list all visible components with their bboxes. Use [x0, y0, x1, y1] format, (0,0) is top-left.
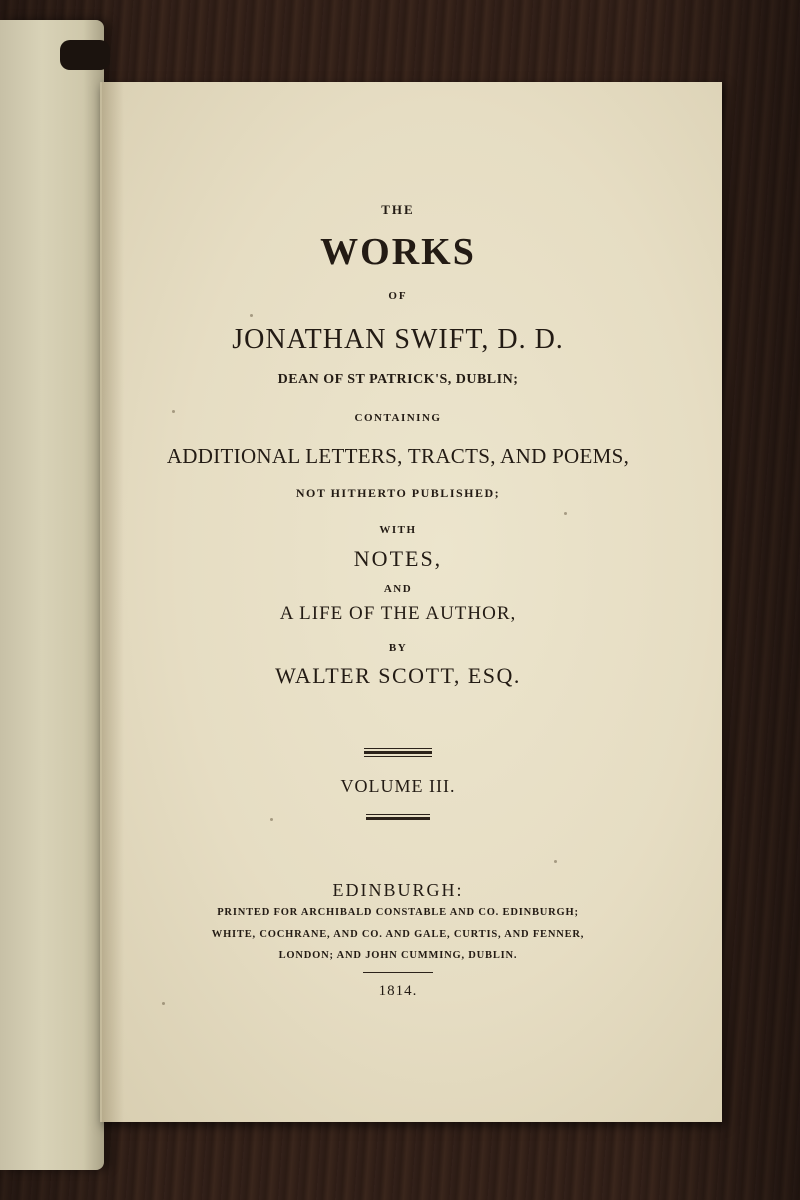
book-cover-edge — [60, 40, 110, 70]
year-line: 1814. — [378, 983, 418, 999]
paper-speck — [270, 818, 273, 821]
life-line: A LIFE OF THE AUTHOR, — [279, 603, 517, 624]
place-line: EDINBURGH: — [332, 880, 464, 900]
line-containing: CONTAINING — [354, 412, 442, 424]
editor-line: WALTER SCOTT, ESQ. — [275, 663, 521, 688]
paper-speck — [172, 410, 175, 413]
line-by: BY — [388, 642, 408, 654]
author-name: JONATHAN SWIFT, D. D. — [232, 324, 564, 355]
imprint-line-1: PRINTED FOR ARCHIBALD CONSTABLE AND CO. EDINBURGH; — [217, 907, 579, 918]
line-of: OF — [388, 290, 408, 302]
paper-speck — [250, 314, 253, 317]
decorative-rule-bottom — [102, 814, 694, 820]
facing-left-page — [0, 20, 104, 1170]
notes-line: NOTES, — [353, 546, 443, 571]
volume-line: VOLUME III. — [340, 776, 456, 796]
line-the: THE — [381, 202, 415, 217]
decorative-rule-top — [102, 748, 694, 757]
author-title: DEAN OF ST PATRICK'S, DUBLIN; — [277, 372, 519, 387]
paper-speck — [564, 512, 567, 515]
line-with: WITH — [379, 524, 417, 536]
contents-line: ADDITIONAL LETTERS, TRACTS, AND POEMS, — [166, 444, 630, 468]
title-page — [100, 82, 722, 1122]
line-works: WORKS — [320, 231, 476, 273]
line-and: AND — [383, 583, 413, 595]
not-published-line: NOT HITHERTO PUBLISHED; — [295, 486, 501, 500]
imprint-line-2: WHITE, COCHRANE, AND CO. AND GALE, CURTIS, AND FENNER, — [211, 929, 585, 940]
paper-speck — [162, 1002, 165, 1005]
imprint-line-3: LONDON; AND JOHN CUMMING, DUBLIN. — [278, 950, 518, 961]
paper-speck — [554, 860, 557, 863]
year-rule — [102, 972, 694, 973]
